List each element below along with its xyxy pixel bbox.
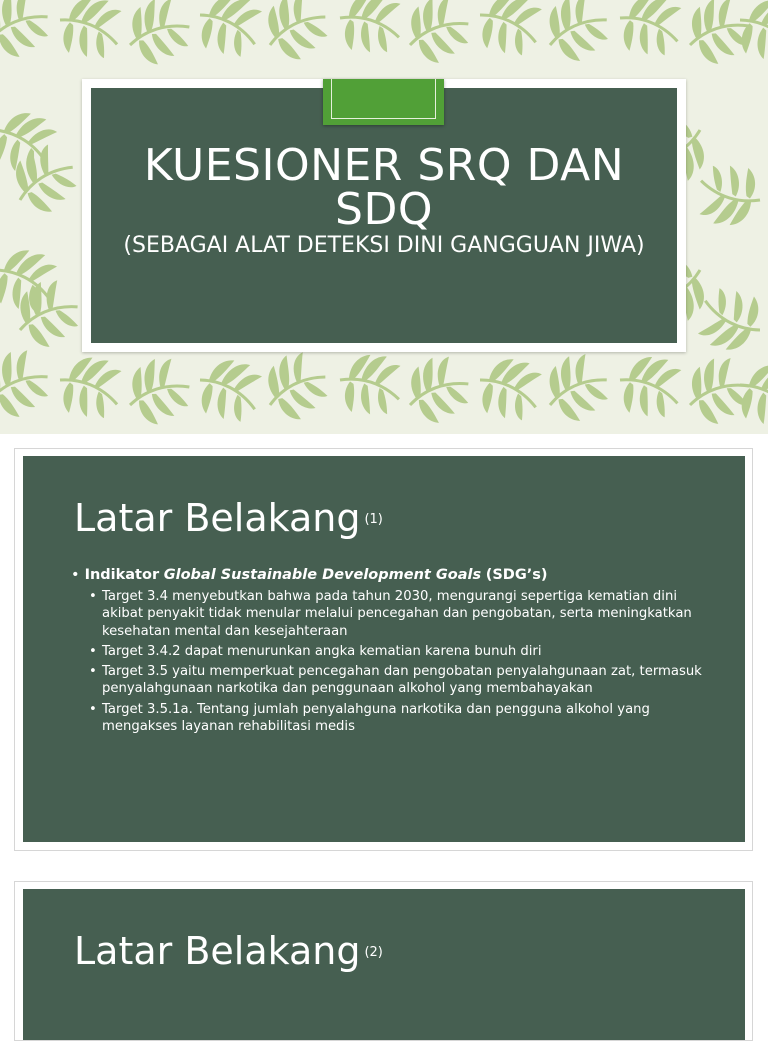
title-slide[interactable]: [0, 0, 768, 434]
list-item: • Target 3.4.2 dapat menurunkan angka kematian karena bunuh diri: [89, 643, 542, 659]
list-item: • Target 3.5.1a. Tentang jumlah penyalahguna narkotika dan pengguna alkohol yang mengakses layanan rehabilitasi medis: [89, 701, 650, 735]
slide-title: KUESIONER SRQ DAN SDQ: [143, 140, 625, 235]
bullet-level1: [71, 566, 705, 584]
heading-text: Latar Belakang: [74, 496, 361, 540]
slide-latar-belakang-2[interactable]: [14, 881, 753, 1041]
accent-tab: [323, 79, 444, 125]
slide-content: [71, 566, 705, 738]
bullet-italic: Global Sustainable Development Goals: [163, 567, 482, 583]
heading-text: Latar Belakang: [74, 929, 361, 973]
slide-panel: [23, 889, 745, 1040]
slide-latar-belakang-1[interactable]: [14, 448, 753, 851]
slide-heading: [74, 496, 383, 542]
bullet-prefix: Indikator: [84, 567, 160, 583]
sub-bullet-list: [71, 588, 705, 735]
slide-subtitle: (SEBAGAI ALAT DETEKSI DINI GANGGUAN JIWA): [123, 233, 645, 258]
title-block: [91, 140, 677, 258]
heading-suffix: (1): [364, 512, 383, 528]
accent-tab-border: [331, 79, 436, 119]
title-panel: [91, 88, 677, 343]
slide-panel: [23, 456, 745, 842]
bullet-dot: •: [71, 567, 80, 583]
title-frame: [82, 79, 686, 352]
list-item: • Target 3.4 menyebutkan bahwa pada tahun 2030, mengurangi sepertiga kematian dini akibat penyakit tidak menular melalui pencegahan dan pengobatan, serta meningkatkan kesehatan mental dan kesejahteraan: [89, 589, 692, 639]
bullet-suffix: (SDG’s): [485, 567, 548, 583]
list-item: • Target 3.5 yaitu memperkuat pencegahan dan pengobatan penyalahgunaan zat, termasuk penyalahgunaan narkotika dan penggunaan alkohol yang membahayakan: [89, 664, 702, 697]
slide-heading: [74, 929, 383, 975]
heading-suffix: (2): [364, 945, 383, 961]
